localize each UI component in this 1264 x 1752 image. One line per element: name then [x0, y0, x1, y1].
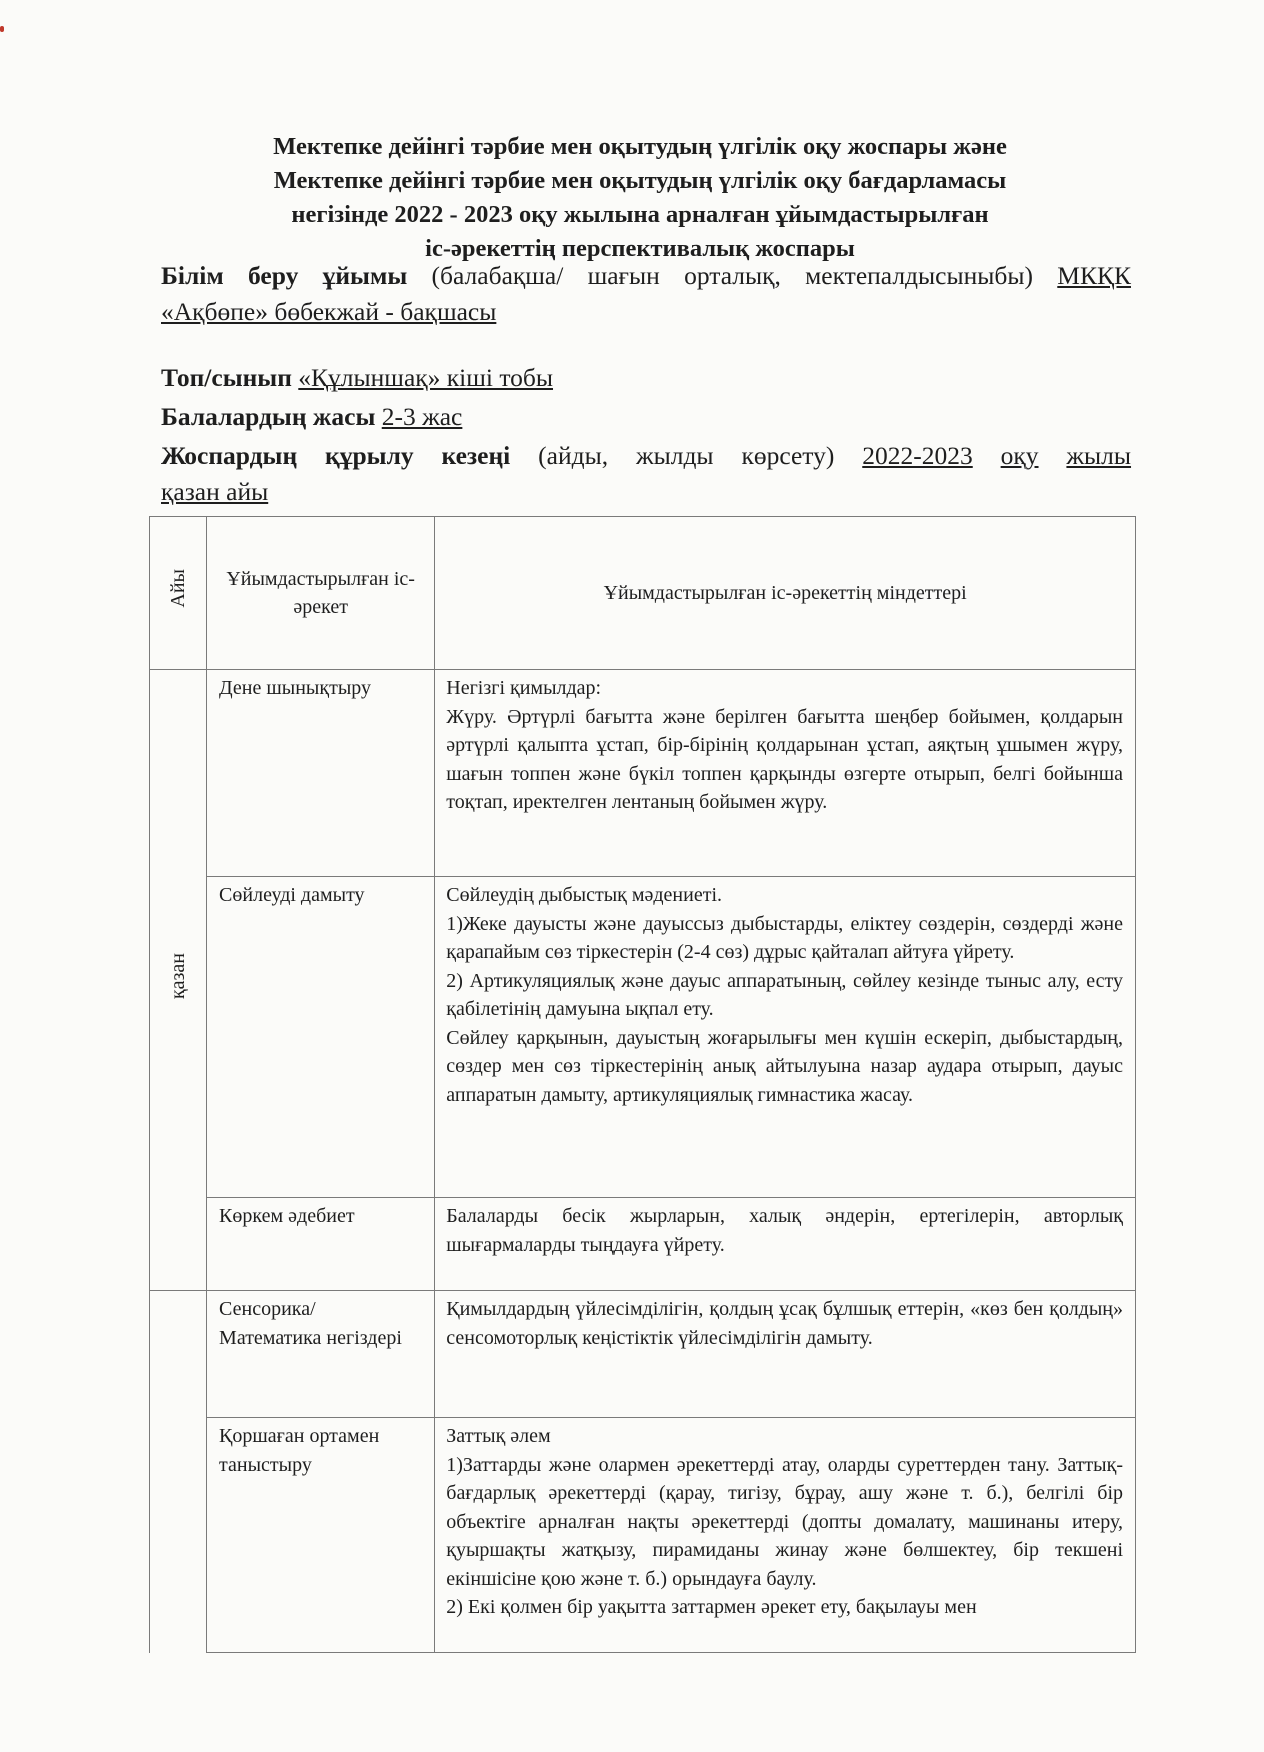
table-row: [150, 1198, 1136, 1291]
content-cell: Негізгі қимылдар: Жүру. Әртүрлі бағытта және берілген бағытта шеңбер бойымен, қолдарын әртүрлі қалыпта ұстап, бір-бірінің қолдарынан ұстап, аяқтың ұшымен жүру, шағын топпен және бүкіл топпен қарқынды өзгерте отырып, белгі бойынша тоқтап, иректелген лентаның бойымен жүру.: [435, 670, 1136, 877]
period-value-4: қазан айы: [161, 477, 269, 506]
plan-table: [149, 516, 1136, 1653]
subject-cell: Қоршаған ортамен таныстыру: [207, 1418, 435, 1653]
organization-value-2: «Ақбөпе» бөбекжай - бақшасы: [161, 297, 497, 326]
age-field: [161, 399, 1131, 435]
month-cell-empty: [150, 1291, 207, 1653]
header-tasks: Ұйымдастырылған іс-әрекеттің міндеттері: [435, 517, 1136, 670]
title-line-1: Мектепке дейінгі тәрбие мен оқытудың үлгілік оқу жоспары және: [273, 133, 1007, 160]
document-title: [190, 130, 1090, 266]
group-field: [161, 360, 1131, 396]
header-activity: Ұйымдастырылған іс-әрекет: [207, 517, 435, 670]
period-label-3: кезеңі: [441, 441, 511, 470]
group-value: «Құлыншақ» кіші тобы: [298, 363, 554, 392]
period-value-2: оқу: [1000, 441, 1039, 470]
table-row: [150, 1418, 1136, 1653]
table-row: [150, 670, 1136, 877]
table-row: [150, 1291, 1136, 1418]
header-month: Айы: [150, 517, 207, 670]
group-label: Топ/сынып: [161, 363, 292, 392]
content-cell: Қимылдардың үйлесімділігін, қолдың ұсақ бұлшық еттерін, «көз бен қолдың» сенсомоторлық кеңістіктік үйлесімділігін дамыту.: [435, 1291, 1136, 1418]
title-line-4: іс-әрекеттің перспективалық жоспары: [425, 235, 855, 262]
period-value-3: жылы: [1066, 441, 1132, 470]
period-label-2: құрылу: [325, 441, 414, 470]
period-value-1: 2022-2023: [862, 441, 973, 470]
period-note-1: (айды,: [538, 441, 609, 470]
period-note-3: көрсету): [741, 441, 835, 470]
subject-cell: Дене шынықтыру: [207, 670, 435, 877]
title-line-2: Мектепке дейінгі тәрбие мен оқытудың үлгілік оқу бағдарламасы: [273, 167, 1007, 194]
table-row: [150, 877, 1136, 1198]
month-cell: [150, 670, 207, 1291]
content-cell: Сөйлеудің дыбыстық мәдениеті. 1)Жеке дауысты және дауыссыз дыбыстарды, еліктеу сөздерін, сөздерді және қарапайым сөз тіркестерін (2-4 сөз) дұрыс қайталап айтуға үйрету. 2) Артикуляциялық және дауыс аппаратының, сөйлеу кезінде тыныс алу, есту қабілетінің дамуына ықпал ету. Сөйлеу қарқынын, дауыстың жоғарылығы мен күшін ескеріп, дыбыстардың, сөздер мен сөз тіркестерінің анық айтылуына назар аудара отырып, дауыс аппаратын дамыту, артикуляциялық гимнастика жасау.: [435, 877, 1136, 1198]
subject-cell: Сенсорика/ Математика негіздері: [207, 1291, 435, 1418]
period-field: [161, 438, 1131, 510]
table-header-row: [150, 517, 1136, 670]
period-label: Жоспардың: [161, 441, 298, 470]
title-line-3: негізінде 2022 - 2023 оқу жылына арналған ұйымдастырылған: [291, 201, 989, 228]
organization-value-1: МКҚК: [1057, 261, 1131, 290]
age-value: 2-3 жас: [381, 402, 463, 431]
organization-note: (балабақша/ шағын орталық, мектепалдысыныбы): [407, 261, 1058, 290]
content-cell: Балаларды бесік жырларын, халық әндерін, ертегілерін, авторлық шығармаларды тыңдауға үйрету.: [435, 1198, 1136, 1291]
age-label: Балалардың жасы: [161, 402, 376, 431]
organization-label: Білім беру ұйымы: [161, 261, 408, 290]
month-value: қазан: [166, 952, 189, 999]
content-cell: Заттық әлем 1)Заттарды және олармен әрекеттерді атау, оларды суреттерден тану. Заттық-бағдарлық әрекеттерді (қарау, тигізу, бұрау, ашу және т. б.), белгілі бір объектіге арналған нақты әрекеттерді (допты домалату, машинаны итеру, қуыршақты жатқызу, пирамиданы жинау және бөлшектеу, бір текшені екіншісіне қою және т. б.) орындауға баулу. 2) Екі қолмен бір уақытта заттармен әрекет ету, бақылауы мен: [435, 1418, 1136, 1653]
period-note-2: жылды: [635, 441, 714, 470]
subject-cell: Сөйлеуді дамыту: [207, 877, 435, 1198]
subject-cell: Көркем әдебиет: [207, 1198, 435, 1291]
scan-mark: [0, 26, 4, 32]
organization-field: [161, 258, 1131, 330]
